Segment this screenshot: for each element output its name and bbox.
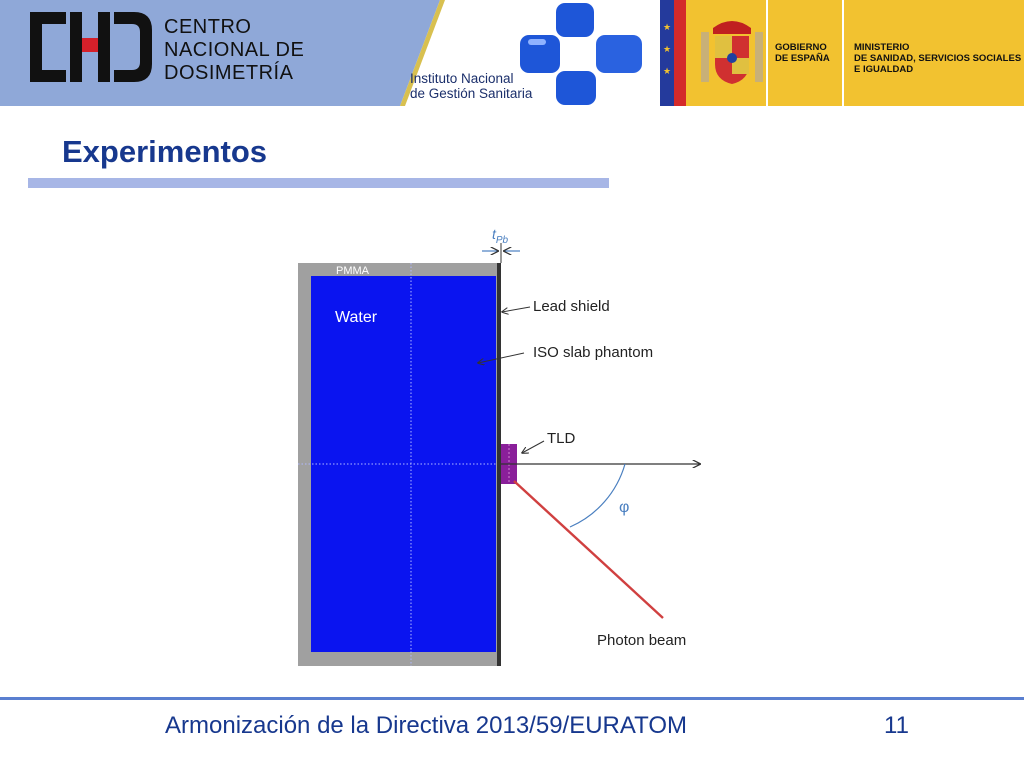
- cnd-name: [164, 16, 304, 85]
- gov-separator-1: [766, 0, 768, 106]
- ministry-label: [854, 42, 1021, 75]
- footer-caption: Armonización de la Directiva 2013/59/EURATOM: [165, 712, 687, 739]
- photon-beam-label: Photon beam: [597, 632, 687, 649]
- tld-pointer: [522, 441, 544, 453]
- title-underline: [28, 178, 609, 188]
- cnd-line-1: CENTRO: [164, 16, 252, 38]
- ingesa-line-1: Instituto Nacional: [410, 71, 514, 86]
- ingesa-line-2: de Gestión Sanitaria: [410, 86, 533, 101]
- water-label: Water: [335, 309, 378, 326]
- svg-text:★: ★: [662, 22, 672, 32]
- tld-label: TLD: [547, 430, 576, 447]
- angle-arc: [570, 464, 625, 527]
- ministry-line-1: MINISTERIO: [854, 42, 910, 53]
- lead-shield: [497, 263, 501, 666]
- ingesa-cross-icon: [518, 3, 658, 105]
- cnd-line-3: DOSIMETRÍA: [164, 62, 294, 84]
- ministry-line-2: DE SANIDAD, SERVICIOS SOCIALES: [854, 53, 1022, 64]
- cnd-line-2: NACIONAL DE: [164, 39, 305, 61]
- gobierno-line-2: DE ESPAÑA: [775, 53, 830, 64]
- pmma-label: PMMA: [336, 265, 369, 277]
- ministry-line-3: E IGUALDAD: [854, 64, 914, 75]
- coat-of-arms-icon: [697, 14, 767, 94]
- svg-text:★: ★: [662, 44, 672, 54]
- lead-shield-label: Lead shield: [533, 298, 610, 315]
- gobierno-line-1: GOBIERNO: [775, 42, 827, 53]
- photon-beam-line: [514, 481, 663, 618]
- header-banner: [0, 0, 1024, 106]
- phi-label: φ: [619, 499, 630, 516]
- slide-title: Experimentos: [62, 134, 268, 169]
- lead-shield-pointer: [502, 307, 530, 312]
- eu-flag-icon: [660, 0, 686, 106]
- gobierno-label: [775, 42, 830, 64]
- footer-divider: [0, 697, 1024, 700]
- iso-slab-label: ISO slab phantom: [533, 344, 654, 361]
- tpb-label: $t_{Pb}$: [492, 226, 509, 246]
- gov-separator-2: [842, 0, 844, 106]
- ingesa-name: [410, 71, 532, 101]
- svg-text:★: ★: [662, 66, 672, 76]
- cnd-logo-icon: [26, 8, 156, 86]
- experiment-diagram: [280, 215, 740, 675]
- page-number: 11: [884, 712, 909, 739]
